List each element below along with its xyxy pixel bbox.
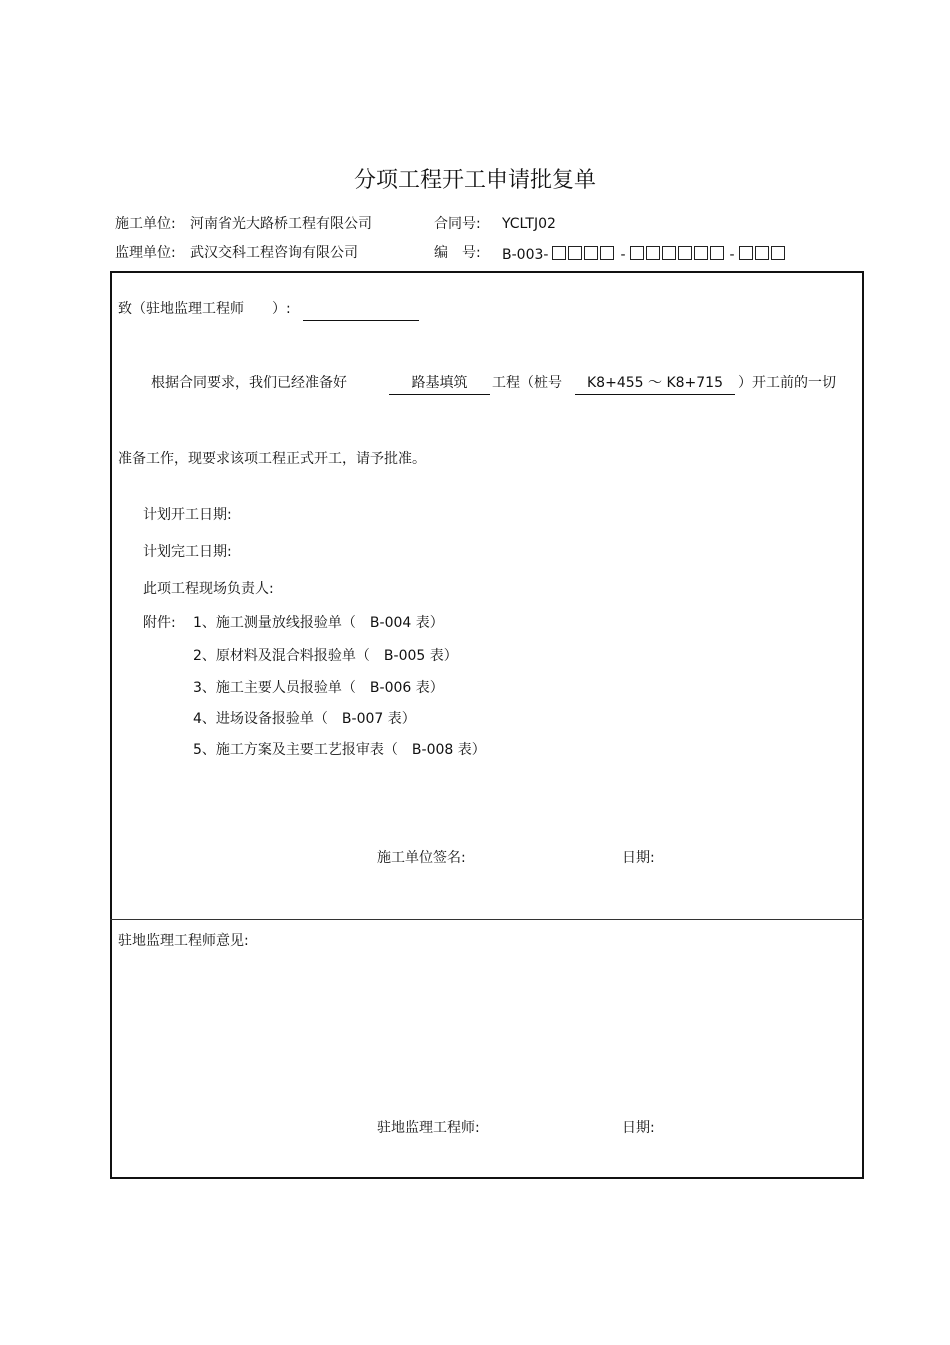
- serial-box: [568, 246, 582, 260]
- serial-box: [694, 246, 708, 260]
- station-underline: [575, 394, 735, 395]
- contractor-value: 河南省光大路桥工程有限公司: [190, 216, 372, 232]
- engineer-sign-label: 驻地监理工程师:: [377, 1120, 480, 1136]
- attachment-item: 4、进场设备报验单（ B-007 表）: [193, 711, 416, 727]
- para-part1: 根据合同要求，我们已经准备好: [151, 375, 347, 391]
- serial-box: [552, 246, 566, 260]
- contractor-date-label: 日期:: [622, 850, 655, 866]
- serial-box: [630, 246, 644, 260]
- project-name-underline: [389, 394, 490, 395]
- contract-no-label: 合同号:: [434, 216, 481, 232]
- attachments-label: 附件:: [143, 615, 176, 631]
- attachment-item: 5、施工方案及主要工艺报审表（ B-008 表）: [193, 742, 486, 758]
- attachment-item: 2、原材料及混合料报验单（ B-005 表）: [193, 648, 458, 664]
- addressee-line: 致（驻地监理工程师 ）:: [118, 301, 291, 317]
- supervisor-label: 监理单位:: [115, 245, 176, 261]
- serial-box: [646, 246, 660, 260]
- page-title: 分项工程开工申请批复单: [353, 168, 596, 193]
- project-name: 路基填筑: [411, 375, 468, 391]
- serial-box-group: [630, 246, 726, 262]
- contractor-label: 施工单位:: [115, 216, 176, 232]
- opinion-label: 驻地监理工程师意见:: [118, 933, 249, 949]
- plan-start-label: 计划开工日期:: [143, 507, 232, 523]
- serial-box: [710, 246, 724, 260]
- contractor-sign-label: 施工单位签名:: [377, 850, 466, 866]
- para-line2: 准备工作，现要求该项工程正式开工，请予批准。: [118, 451, 426, 467]
- serial-prefix: B-003-: [502, 247, 549, 263]
- plan-end-label: 计划完工日期:: [143, 544, 232, 560]
- serial-box: [662, 246, 676, 260]
- serial-label: 编 号:: [434, 245, 481, 261]
- serial-box: [739, 246, 753, 260]
- addressee-underline: [303, 320, 419, 321]
- serial-box-group: [552, 246, 616, 262]
- supervisor-value: 武汉交科工程咨询有限公司: [190, 245, 358, 261]
- section-divider: [110, 919, 864, 920]
- serial-box: [600, 246, 614, 260]
- engineer-date-label: 日期:: [622, 1120, 655, 1136]
- contract-no-value: YCLTJ02: [502, 216, 556, 232]
- attachment-item: 1、施工测量放线报验单（ B-004 表）: [193, 615, 444, 631]
- serial-number: [502, 246, 791, 262]
- serial-box: [678, 246, 692, 260]
- para-part2: 工程（桩号: [492, 375, 562, 391]
- site-manager-label: 此项工程现场负责人:: [143, 581, 274, 597]
- station-range: K8+455 ～ K8+715: [587, 375, 723, 391]
- serial-separator: -: [729, 247, 735, 263]
- attachment-item: 3、施工主要人员报验单（ B-006 表）: [193, 680, 444, 696]
- serial-box: [584, 246, 598, 260]
- serial-box-group: [739, 246, 787, 262]
- serial-box: [771, 246, 785, 260]
- para-part3: ）开工前的一切: [738, 375, 836, 391]
- serial-box: [755, 246, 769, 260]
- serial-separator: -: [620, 247, 626, 263]
